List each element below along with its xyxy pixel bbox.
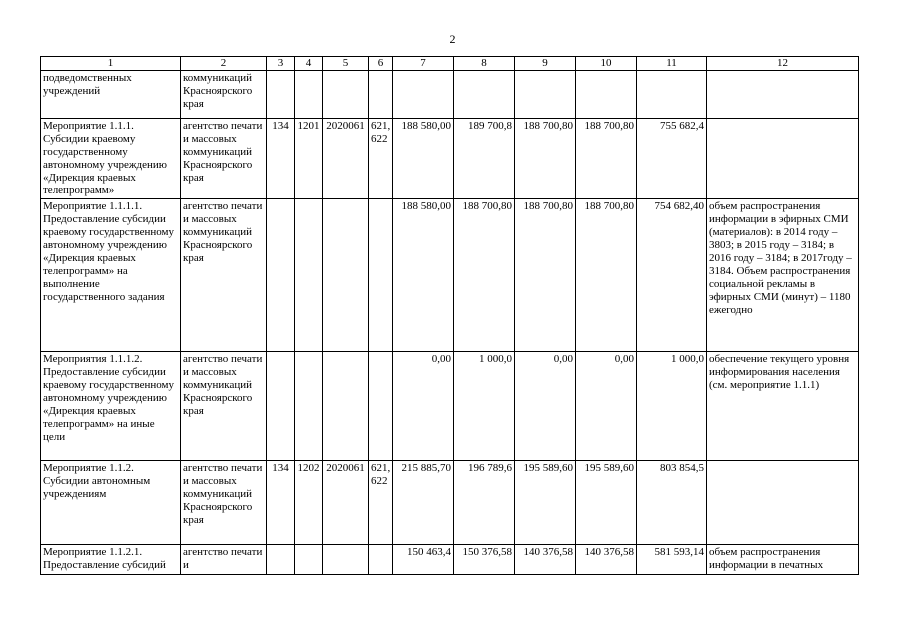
header-cell: 8 — [454, 57, 515, 71]
table-row — [41, 352, 859, 461]
expense-type-cell — [369, 70, 393, 118]
header-cell: 10 — [576, 57, 637, 71]
amount-2014-cell: 0,00 — [393, 352, 454, 461]
measure-name-cell: Мероприятие 1.1.1.1. Предоставление субсидии краевому государственному автономному учреждению «Дирекция краевых телепрограмм» на выполнение государственного задания — [41, 199, 181, 352]
expected-result-cell — [707, 118, 859, 198]
header-cell: 11 — [637, 57, 707, 71]
expected-result-cell: объем распространения информации в эфирных СМИ (материалов): в 2014 году – 3803; в 2015 году – 3184; в 2016 году – 3184; в 2017году – 3184. Объем распространения социальной рекламы в эфирных СМИ (минут) – 1180 ежегодно — [707, 199, 859, 352]
section-code-cell — [295, 352, 323, 461]
amount-2015-cell — [454, 70, 515, 118]
section-code-cell — [295, 545, 323, 575]
amount-2016-cell: 0,00 — [515, 352, 576, 461]
expense-type-cell: 621, 622 — [369, 118, 393, 198]
measure-name-cell: Мероприятие 1.1.1. Субсидии краевому государственному автономному учреждению «Дирекция краевых телепрограмм» — [41, 118, 181, 198]
amount-2017-cell: 140 376,58 — [576, 545, 637, 575]
amount-total-cell: 1 000,0 — [637, 352, 707, 461]
executor-cell: агентство печати и массовых коммуникаций Красноярского края — [181, 352, 267, 461]
header-cell: 2 — [181, 57, 267, 71]
amount-2015-cell: 150 376,58 — [454, 545, 515, 575]
amount-2015-cell: 196 789,6 — [454, 461, 515, 545]
section-code-cell: 1202 — [295, 461, 323, 545]
section-code-cell — [295, 70, 323, 118]
expense-type-cell — [369, 352, 393, 461]
amount-total-cell — [637, 70, 707, 118]
target-article-cell — [323, 199, 369, 352]
amount-2015-cell: 1 000,0 — [454, 352, 515, 461]
header-cell: 5 — [323, 57, 369, 71]
amount-2017-cell: 195 589,60 — [576, 461, 637, 545]
executor-cell: агентство печати и массовых коммуникаций Красноярского края — [181, 199, 267, 352]
executor-cell: агентство печати и — [181, 545, 267, 575]
amount-2015-cell: 188 700,80 — [454, 199, 515, 352]
measure-name-cell: подведомственных учреждений — [41, 70, 181, 118]
table-row — [41, 461, 859, 545]
amount-2016-cell: 188 700,80 — [515, 199, 576, 352]
expected-result-cell: объем распространения информации в печатных — [707, 545, 859, 575]
header-cell: 4 — [295, 57, 323, 71]
amount-total-cell: 581 593,14 — [637, 545, 707, 575]
amount-2014-cell: 188 580,00 — [393, 199, 454, 352]
table-row — [41, 199, 859, 352]
grbs-code-cell — [267, 199, 295, 352]
measure-name-cell: Мероприятие 1.1.2.1. Предоставление субсидий — [41, 545, 181, 575]
amount-total-cell: 803 854,5 — [637, 461, 707, 545]
amount-2017-cell: 0,00 — [576, 352, 637, 461]
amount-2014-cell: 215 885,70 — [393, 461, 454, 545]
measure-name-cell: Мероприятие 1.1.2. Субсидии автономным учреждениям — [41, 461, 181, 545]
amount-2014-cell: 150 463,4 — [393, 545, 454, 575]
expected-result-cell — [707, 461, 859, 545]
target-article-cell — [323, 352, 369, 461]
amount-2017-cell — [576, 70, 637, 118]
measure-name-cell: Мероприятия 1.1.1.2. Предоставление субсидии краевому государственному автономному учреждению «Дирекция краевых телепрограмм» на иные цели — [41, 352, 181, 461]
executor-cell: агентство печати и массовых коммуникаций Красноярского края — [181, 461, 267, 545]
target-article-cell — [323, 70, 369, 118]
amount-total-cell: 754 682,40 — [637, 199, 707, 352]
amount-2014-cell: 188 580,00 — [393, 118, 454, 198]
expense-type-cell — [369, 199, 393, 352]
amount-total-cell: 755 682,4 — [637, 118, 707, 198]
table-row — [41, 545, 859, 575]
expected-result-cell: обеспечение текущего уровня информирования населения (см. мероприятие 1.1.1) — [707, 352, 859, 461]
section-code-cell — [295, 199, 323, 352]
header-cell: 9 — [515, 57, 576, 71]
header-cell: 6 — [369, 57, 393, 71]
amount-2016-cell: 188 700,80 — [515, 118, 576, 198]
expense-type-cell — [369, 545, 393, 575]
header-cell: 1 — [41, 57, 181, 71]
table-row — [41, 70, 859, 118]
grbs-code-cell: 134 — [267, 118, 295, 198]
executor-cell: коммуникаций Красноярского края — [181, 70, 267, 118]
executor-cell: агентство печати и массовых коммуникаций Красноярского края — [181, 118, 267, 198]
header-cell: 7 — [393, 57, 454, 71]
target-article-cell: 2020061 — [323, 118, 369, 198]
target-article-cell: 2020061 — [323, 461, 369, 545]
amount-2016-cell — [515, 70, 576, 118]
grbs-code-cell — [267, 545, 295, 575]
amount-2016-cell: 195 589,60 — [515, 461, 576, 545]
grbs-code-cell: 134 — [267, 461, 295, 545]
header-row — [41, 57, 859, 71]
page-number: 2 — [449, 32, 456, 46]
amount-2015-cell: 189 700,8 — [454, 118, 515, 198]
amount-2016-cell: 140 376,58 — [515, 545, 576, 575]
header-cell: 3 — [267, 57, 295, 71]
amount-2014-cell — [393, 70, 454, 118]
header-cell: 12 — [707, 57, 859, 71]
grbs-code-cell — [267, 352, 295, 461]
program-measures-table — [40, 56, 859, 575]
amount-2017-cell: 188 700,80 — [576, 199, 637, 352]
section-code-cell: 1201 — [295, 118, 323, 198]
target-article-cell — [323, 545, 369, 575]
amount-2017-cell: 188 700,80 — [576, 118, 637, 198]
expense-type-cell: 621, 622 — [369, 461, 393, 545]
table-row — [41, 118, 859, 198]
grbs-code-cell — [267, 70, 295, 118]
expected-result-cell — [707, 70, 859, 118]
